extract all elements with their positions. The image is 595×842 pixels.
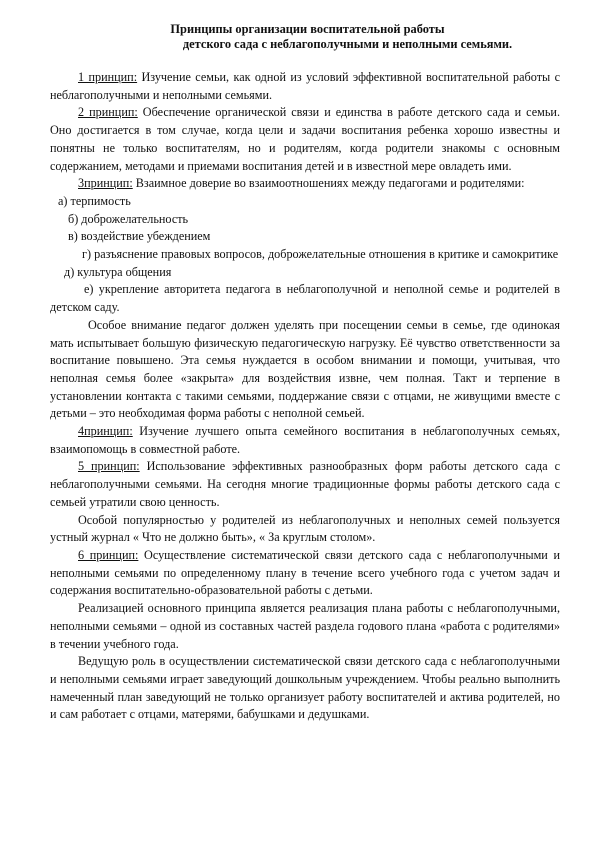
principle-2-paragraph <box>50 104 560 175</box>
title-line-1: Принципы организации воспитательной работы <box>170 22 445 36</box>
principle-5-paragraph <box>50 458 560 511</box>
list-item-e: е) укрепление авторитета педагога в неблагополучной и неполной семье и родителей в детском саду. <box>50 282 560 315</box>
principle-3-heading: 3принцип: <box>78 176 133 191</box>
principle-4-heading: 4принцип: <box>78 424 133 439</box>
leading-role-paragraph: Ведущую роль в осуществлении систематической связи детского сада с неблагополучными и неполными семьями играет заведующий дошкольным учреждением. Чтобы реально выполнить намеченный план заведующий не только организует работу воспитателей и актива родителей, но и сам работает с отцами, матерями, бабушками и дедушками. <box>50 654 560 722</box>
document-title <box>0 22 595 52</box>
principle-3-text: Взаимное доверие во взаимоотношениях между педагогами и родителями: <box>132 176 525 191</box>
principle-6-paragraph <box>50 547 560 600</box>
principle-1-text: Изучение семьи, как одной из условий эффективной воспитательной работы с неблагополучными и неполными семьями. <box>50 70 560 102</box>
principle-2-text: Обеспечение органической связи и единства в работе детского сада и семьи. Оно достигается в том случае, когда цели и задачи воспитания ребенка хорошо известны и понятны не только воспитателям, но и родителям, когда родители знакомы с основным содержанием, методами и приемами воспитания детей и в известной мере овладеть ими. <box>50 105 560 173</box>
list-item-b: б) доброжелательность <box>68 211 189 226</box>
principle-4-text: Изучение лучшего опыта семейного воспитания в неблагополучных семьях, взаимопомощь в совместной работе. <box>50 424 560 456</box>
principle-3-paragraph <box>50 175 560 193</box>
list-item-a: а) терпимость <box>58 193 131 208</box>
principle-2-heading: 2 принцип: <box>78 105 138 120</box>
special-attention-paragraph: Особое внимание педагог должен уделять при посещении семьи в семье, где одинокая мать испытывает большую физическую педагогическую нагрузку. Её чувство ответственности за воспитание повышено. Эта семья нуждается в особом внимании и помощи, учитывая, что неполная семья более «закрыта» для воздействия извне, чем полная. Такт и терпение в установлении контакта с такими семьями, поддержание связи с отцами, не живущими вместе с детьми – это необходимая форма работы с неполной семьей. <box>50 317 560 421</box>
title-line-2: детского сада с неблагополучными и неполными семьями. <box>182 37 513 51</box>
list-item-g: г) разъяснение правовых вопросов, доброжелательные отношения в критике и самокритике <box>82 247 559 262</box>
realization-paragraph: Реализацией основного принципа является реализация плана работы с неблагополучными, неполными семьями – одной из составных частей раздела годового плана «работа с родителями» в течении учебного года. <box>50 601 560 651</box>
principle-5-text: Использование эффективных разнообразных форм работы детского сада с неблагополучными семьями. На сегодня многие традиционные формы работы детского сада с семьей утратили свою ценность. <box>50 459 560 509</box>
document-body <box>50 69 560 724</box>
principle-6-text: Осуществление систематической связи детского сада с неблагополучными и неполными семьями по определенному плану в течение всего учебного года с учетом задач и содержания воспитательно-образовательной работы с детьми. <box>50 547 560 598</box>
principle-4-paragraph <box>50 423 560 458</box>
list-item-d: д) культура общения <box>64 264 172 279</box>
principle-6-heading: 6 принцип: <box>78 547 139 562</box>
principle-1-heading: 1 принцип: <box>78 70 138 84</box>
list-item-v: в) воздействие убеждением <box>68 229 211 244</box>
principle-1-paragraph <box>50 69 560 104</box>
principle-5-heading: 5 принцип: <box>78 459 140 474</box>
popularity-paragraph: Особой популярностью у родителей из неблагополучных и неполных семей пользуется устный журнал « Что не должно быть», « За круглым столом». <box>50 512 560 545</box>
